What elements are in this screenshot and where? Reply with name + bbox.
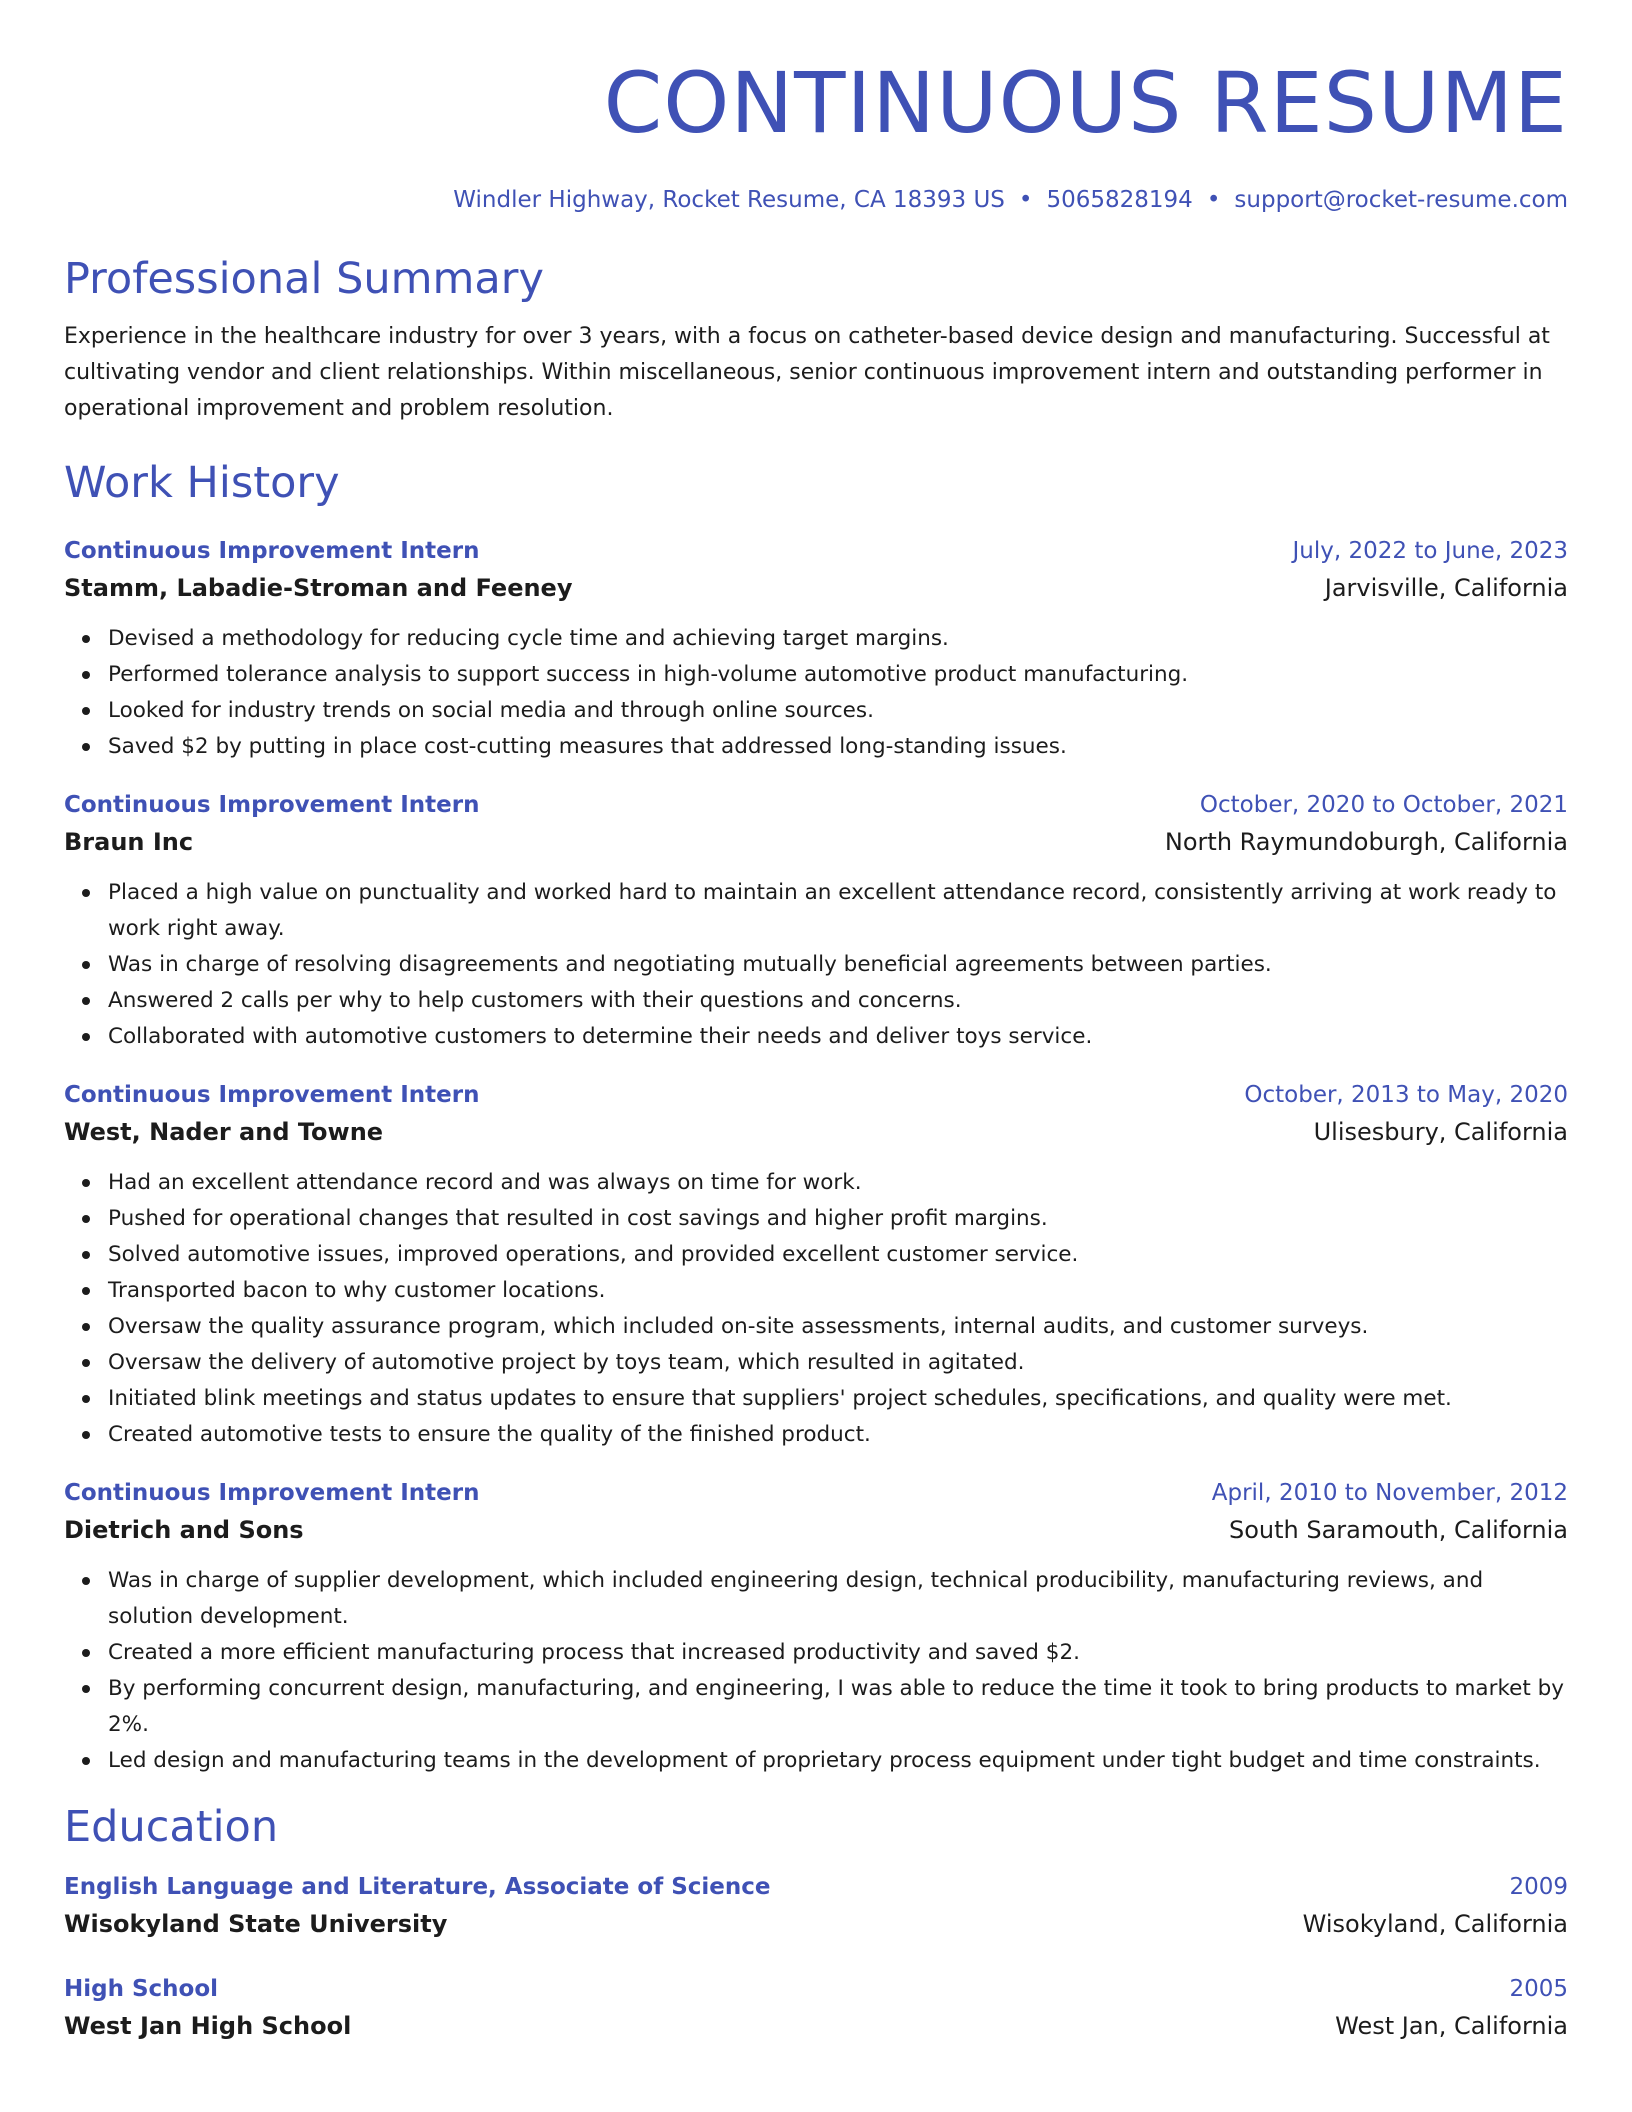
education-entry xyxy=(64,1869,1568,1943)
bullet-item: Answered 2 calls per why to help customers with their questions and concerns. xyxy=(108,983,1568,1019)
bullet-item: Placed a high value on punctuality and worked hard to maintain an excellent attendance record, consistently arriving at work ready to work right away. xyxy=(108,875,1568,947)
graduation-year: 2009 xyxy=(1509,1874,1568,1900)
school-location: Wisokyland, California xyxy=(1302,1910,1568,1938)
school-name: West Jan High School xyxy=(64,2012,352,2040)
bullet-item: Created a more efficient manufacturing process that increased productivity and saved $2. xyxy=(108,1635,1568,1671)
job-dates: July, 2022 to June, 2023 xyxy=(1292,538,1568,564)
school-name: Wisokyland State University xyxy=(64,1910,448,1938)
bullet-item: Performed tolerance analysis to support success in high-volume automotive product manufacturing. xyxy=(108,657,1568,693)
email-text: support@rocket-resume.com xyxy=(1234,187,1568,213)
school-location: West Jan, California xyxy=(1335,2012,1568,2040)
bullet-item: Collaborated with automotive customers to determine their needs and deliver toys service. xyxy=(108,1019,1568,1055)
bullet-item: Pushed for operational changes that resulted in cost savings and higher profit margins. xyxy=(108,1201,1568,1237)
summary-text: Experience in the healthcare industry for over 3 years, with a focus on catheter-based device design and manufacturing. Successful at cultivating vendor and client relationships. Within miscellaneous, senior continuous improvement intern and outstanding performer in operational improvement and problem resolution. xyxy=(64,324,1550,421)
job-location: South Saramouth, California xyxy=(1228,1516,1568,1544)
work-history-section xyxy=(64,457,1568,1779)
company-name: Dietrich and Sons xyxy=(64,1516,304,1544)
job-entry xyxy=(64,1475,1568,1779)
resume-header xyxy=(64,55,1568,215)
education-school-row xyxy=(64,1905,1568,1943)
graduation-year: 2005 xyxy=(1509,1976,1568,2002)
job-dates: October, 2013 to May, 2020 xyxy=(1244,1082,1568,1108)
summary-heading: Professional Summary xyxy=(64,254,544,304)
phone-text: 5065828194 xyxy=(1046,187,1193,213)
job-dates: October, 2020 to October, 2021 xyxy=(1199,792,1568,818)
bullet-item: Created automotive tests to ensure the quality of the finished product. xyxy=(108,1417,1568,1453)
candidate-name: CONTINUOUS RESUME xyxy=(603,54,1568,152)
job-dates: April, 2010 to November, 2012 xyxy=(1211,1480,1568,1506)
bullet-item: Oversaw the delivery of automotive project by toys team, which resulted in agitated. xyxy=(108,1345,1568,1381)
job-bullets xyxy=(64,875,1568,1055)
job-header-row xyxy=(64,1077,1568,1113)
contact-separator: • xyxy=(1018,187,1033,213)
job-header-row xyxy=(64,533,1568,569)
bullet-item: Solved automotive issues, improved operations, and provided excellent customer service. xyxy=(108,1237,1568,1273)
education-header-row xyxy=(64,1869,1568,1905)
job-location: North Raymundoburgh, California xyxy=(1164,828,1568,856)
education-entry xyxy=(64,1971,1568,2045)
bullet-item: Transported bacon to why customer locations. xyxy=(108,1273,1568,1309)
education-section xyxy=(64,1801,1568,2045)
job-header-row xyxy=(64,787,1568,823)
job-bullets xyxy=(64,621,1568,765)
job-entry xyxy=(64,787,1568,1055)
company-name: Stamm, Labadie-Stroman and Feeney xyxy=(64,574,573,602)
bullet-item: Was in charge of supplier development, which included engineering design, technical producibility, manufacturing reviews, and solution development. xyxy=(108,1563,1568,1635)
job-company-row xyxy=(64,569,1568,607)
summary-section xyxy=(64,253,1568,427)
job-bullets xyxy=(64,1165,1568,1453)
bullet-item: Devised a methodology for reducing cycle time and achieving target margins. xyxy=(108,621,1568,657)
bullet-item: Had an excellent attendance record and was always on time for work. xyxy=(108,1165,1568,1201)
job-company-row xyxy=(64,1113,1568,1151)
job-company-row xyxy=(64,823,1568,861)
job-company-row xyxy=(64,1511,1568,1549)
bullet-item: Initiated blink meetings and status updates to ensure that suppliers' project schedules, specifications, and quality were met. xyxy=(108,1381,1568,1417)
contact-line xyxy=(64,185,1568,215)
job-title: Continuous Improvement Intern xyxy=(64,1082,480,1108)
contact-separator: • xyxy=(1206,187,1221,213)
bullet-item: Looked for industry trends on social media and through online sources. xyxy=(108,693,1568,729)
job-title: Continuous Improvement Intern xyxy=(64,538,480,564)
education-heading: Education xyxy=(64,1802,279,1852)
job-location: Ulisesbury, California xyxy=(1313,1118,1568,1146)
degree-title: High School xyxy=(64,1976,219,2002)
education-header-row xyxy=(64,1971,1568,2007)
work-history-heading: Work History xyxy=(64,458,340,508)
bullet-item: Was in charge of resolving disagreements and negotiating mutually beneficial agreements between parties. xyxy=(108,947,1568,983)
bullet-item: By performing concurrent design, manufacturing, and engineering, I was able to reduce the time it took to bring products to market by 2%. xyxy=(108,1671,1568,1743)
bullet-item: Oversaw the quality assurance program, which included on-site assessments, internal audits, and customer surveys. xyxy=(108,1309,1568,1345)
company-name: West, Nader and Towne xyxy=(64,1118,384,1146)
education-school-row xyxy=(64,2007,1568,2045)
job-location: Jarvisville, California xyxy=(1324,574,1568,602)
company-name: Braun Inc xyxy=(64,828,194,856)
bullet-item: Saved $2 by putting in place cost-cutting measures that addressed long-standing issues. xyxy=(108,729,1568,765)
job-entry xyxy=(64,1077,1568,1453)
bullet-item: Led design and manufacturing teams in the development of proprietary process equipment under tight budget and time constraints. xyxy=(108,1743,1568,1779)
job-title: Continuous Improvement Intern xyxy=(64,792,480,818)
degree-title: English Language and Literature, Associate of Science xyxy=(64,1874,771,1900)
job-title: Continuous Improvement Intern xyxy=(64,1480,480,1506)
job-header-row xyxy=(64,1475,1568,1511)
address-text: Windler Highway, Rocket Resume, CA 18393 US xyxy=(453,187,1005,213)
job-entry xyxy=(64,533,1568,765)
job-bullets xyxy=(64,1563,1568,1779)
